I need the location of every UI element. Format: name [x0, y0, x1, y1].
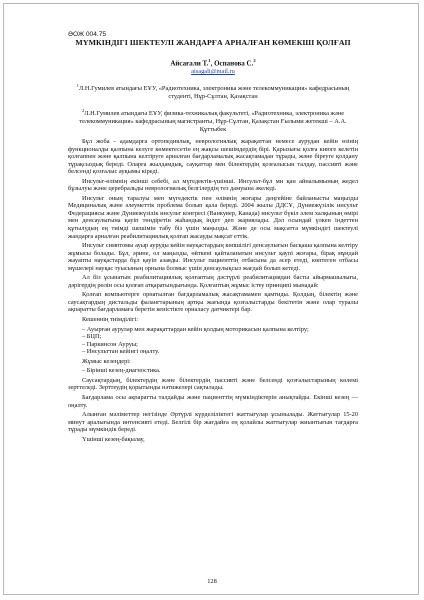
paragraph: Бағдарлама осы ақпаратты талдайды және пациенттің мүмкіндіктерін анықтайды. Екінші кезең — оңалту. — [68, 393, 358, 409]
list-item: – Ауырған аурулар мен жарақаттардан кейін қолдың моторикасын қалпына келтіру; — [82, 325, 309, 333]
paragraph: Саусақтардың, білектердің және білектердің пассивті және белсенді қозғалыстарының көлемі зерттеледі. Зерттеудің қорытынды нәтижелері сақталады. — [68, 376, 358, 392]
paragraph: Инсульт-өлімнің екінші себебі, ал мүгедектік-үшінші. Инсульт-бұл ми қан айналымының жедел бұзылуы және церебральды неврологиялық белгілердің тез дамуына әкеледі. — [68, 177, 358, 193]
author-email-link[interactable]: aisagali@mail.ru — [191, 68, 235, 75]
article-title: МҮМКІНДІГІ ШЕКТЕУЛІ ЖАНДАРҒА АРНАЛҒАН КӨМЕКШІ ҚОЛҒАП — [75, 38, 351, 47]
page-number: 128 — [207, 578, 217, 585]
paragraph: Инсульт оның таралуы мен мүгедектік пен өлімнің жоғары деңгейіне байланысты маңызды Медициналық және әлеуметтік проблема болып қала береді. 2004 жылы ДДСҰ, Дүниежүзілік инсульт Федерациясы және Дүниежүзілік инсульт конгресі (Ванкувер, Канада) инсульт бүкіл әлем халқының өмірі мен денсаулығына қауіп төндіретін жаһандық індет деп жариялады. Дәл осындай үлкен індеттен құтылудың ең тиімді шешімін табу біз үшін маңызды. Және де осы мақсатта мүмкіндігі шектеулі жандарға арналған реабилитациялық қолғап жасауды мақсат еттік. — [68, 194, 358, 240]
affiliation-1-sup: 1 — [76, 83, 79, 88]
paragraph: Қолғап компьютерге орнатылған бағдарламалық жасақтамамен қамтиды. Қолдың, білектің және саусақтардың дистальды фалангтарының артқы жағында қозғалыстарды бекітетін және олар туралы ақпаратты бағдарламаға беретін кеністікте орналасу датчиктері бар. — [68, 291, 358, 314]
list-item: – Бірінші кезең-диагностика. — [82, 367, 161, 375]
author-2: Оспанова С. — [214, 59, 254, 68]
affiliation-2 — [68, 107, 358, 134]
list-item: – Паркинсон Ауруы; — [82, 340, 138, 348]
author-1-sup: 1 — [208, 58, 211, 63]
list-title: Кешеннің тиімділігі: — [82, 316, 139, 324]
author-2-sup: 2 — [253, 58, 256, 63]
stages-title: Жұмыс кезеңдері: — [82, 357, 131, 365]
list-item: – Инсульттан кейінгі оңалту. — [82, 348, 160, 356]
udc-code: ӘОЖ 004.75 — [68, 31, 107, 38]
authors-separator: , — [210, 59, 215, 68]
paragraph: Бұл жоба - адамдарға ортопедиялық, неврологиялық жарақаттан немесе аурудан кейін өзінің функционалды қалпына келуге көмектесетін ең жақсы шешімдердің бірі. Қарызығы қолға киюге келетін қолғаппен және қалпына келтіруге арналған бағдарламалық жасақтамадан тұрады, және біреуге қолдану тұрақсыздық береді. Оларға жылдамдық, сауқаттар мен білектердің қозғалысын талдау, пассивті және белсенді қозғалыс ауқымы кіреді. — [68, 138, 358, 176]
paragraph: Ал біз ұсынатын реабилитациялық қолғаптың дәстүрлі реабилитациядан басты айырмашылығы, дәрігердің рөлін осы қолғап атқаратындығында. Қолғаптың жұмыс істеу принципі мынадай: — [68, 274, 358, 289]
affiliation-2-text: Л.Н.Гумилев атындағы ЕҰУ, физика-техникалық факультеті, «Радиотехника, электроника және телекоммуникация» кафедрасының магистранты, Нұр-Сұлтан, Қазақстан Ғылыми жетекші – А.А. Құттыбек — [79, 110, 347, 134]
article-body — [68, 138, 358, 445]
paragraph: Үшінші кезең-бақылау, — [82, 435, 145, 443]
paragraph: Инсульт симптомы ауыр ауруды кейін науқастардың көпшілігі денсаулығын басқаша қалпына келтіру жұмысы болады. Бұл, әрине, ол маңызды, өйткені қайталанатын инсульт қаупі жоғары, бірақ мұндай жауапты науқастарда бұл қауіп азаяды. Инсульт пациенттің отбасына да әсер етеді, көптеген отбасы мүшелері науқас туысының орнына болмыс үшін денсаулықсыз жағдай болып кетеді. — [68, 242, 358, 272]
stages-list — [68, 367, 358, 375]
affiliation-1-text: Л.Н.Гумилев атындағы ЕҰУ, «Радиотехника, электроника және телекоммуникация» кафедрасының студенті, Нұр-Сұлтан, Қазақстан — [78, 85, 350, 101]
authors-line — [68, 58, 358, 67]
affiliation-1 — [68, 82, 358, 101]
list-item: – БЦП; — [82, 333, 102, 341]
affiliation-2-sup: 2 — [81, 108, 85, 113]
author-1: Айсағали Т. — [170, 59, 209, 68]
paragraph: Алынған мәліметтер негізінде Әртүрлі күрделіліктегі жаттығулар ұсынылады. Жаттығулар 15-20 минут аралығында интенсивті етеді. Белгілі бір жағдайға ең қолайлы жаттығулар жиынтығын тағдарға тұрады мүмкіндік береді. — [68, 411, 358, 434]
benefits-list — [68, 326, 358, 356]
